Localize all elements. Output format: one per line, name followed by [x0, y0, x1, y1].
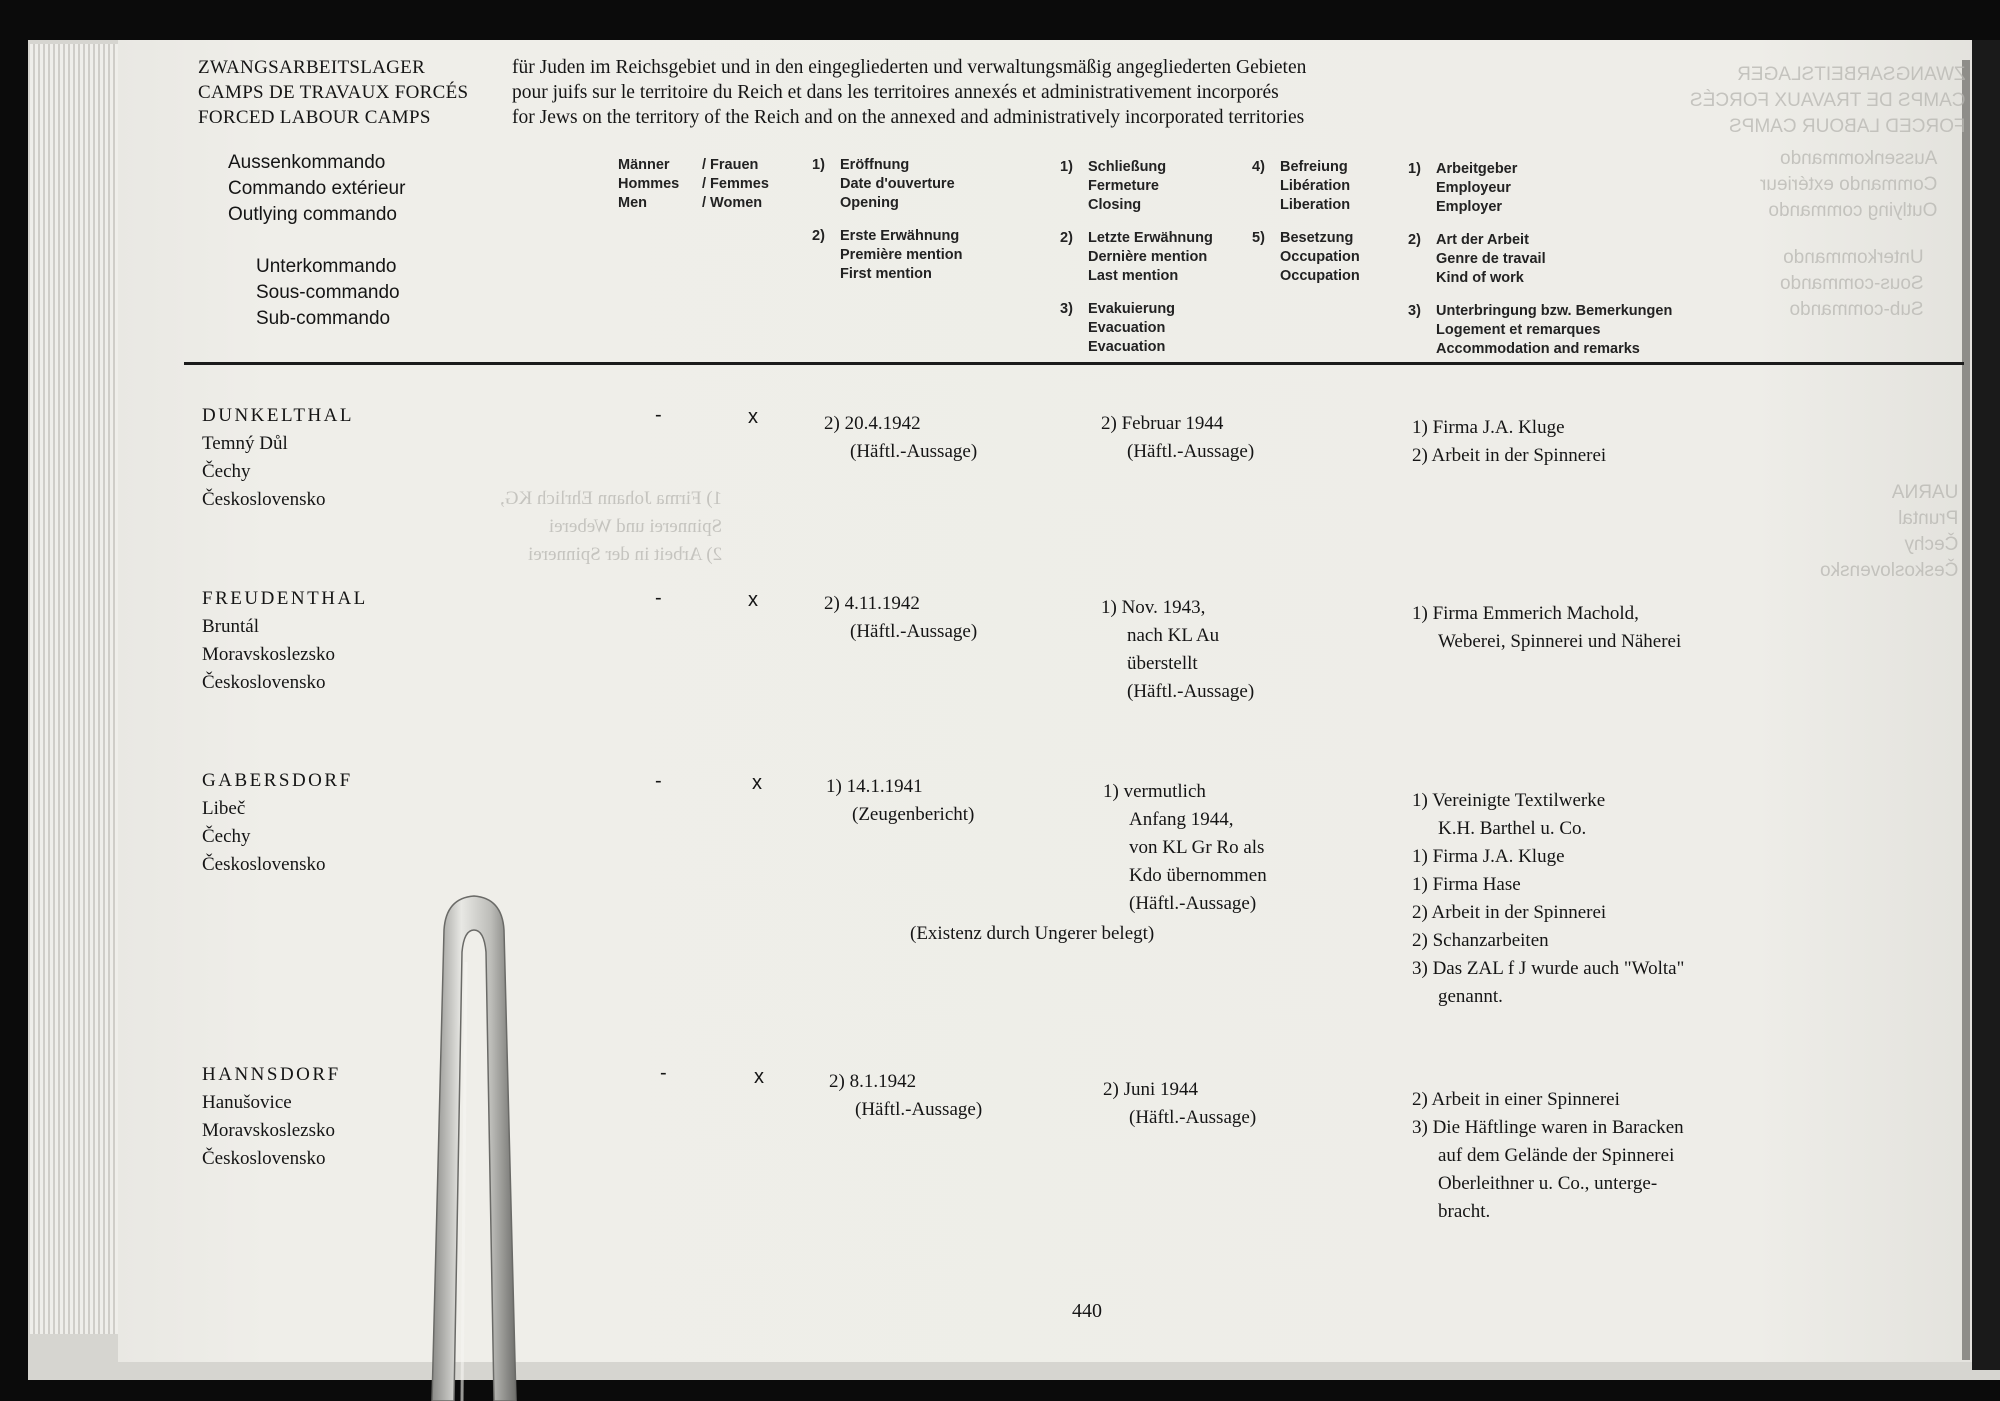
closing-de: Schließung — [1088, 159, 1167, 175]
description-en: for Jews on the territory of the Reich and on the annexed and administratively incorporated territories — [512, 107, 1305, 128]
entry-gabersdorf-remarks — [1412, 787, 1684, 1011]
last-mention-en: Last mention — [1088, 268, 1179, 284]
last-mention-fr: Dernière mention — [1088, 249, 1208, 265]
remark-line: 1) Firma Emmerich Machold, — [1412, 603, 1639, 624]
remark-line: Oberleithner u. Co., unterge- — [1438, 1173, 1658, 1194]
place-region: Čechy — [202, 826, 251, 847]
header-divider — [184, 362, 1964, 365]
place-country: Československo — [202, 1148, 326, 1169]
closing-date: 1) vermutlich — [1103, 781, 1206, 802]
place-town: Bruntál — [202, 616, 259, 637]
remark-line: Weberei, Spinnerei und Näherei — [1438, 631, 1682, 652]
accommodation-de: Unterbringung bzw. Bemerkungen — [1436, 303, 1673, 319]
remark-line: genannt. — [1438, 986, 1503, 1007]
remark-line: 1) Firma J.A. Kluge — [1412, 846, 1565, 867]
scan-border — [1972, 40, 2000, 1370]
occupation-number: 5) — [1252, 230, 1265, 246]
men-mark: - — [660, 1062, 667, 1084]
men-mark: - — [655, 404, 662, 426]
occupation-en: Occupation — [1280, 268, 1360, 284]
work-kind-fr: Genre de travail — [1436, 251, 1546, 267]
entry-hannsdorf-location — [202, 1061, 341, 1173]
opening-date: 2) 20.4.1942 — [824, 413, 921, 434]
employer-fr: Employeur — [1436, 180, 1511, 196]
opening-source: (Zeugenbericht) — [852, 804, 975, 825]
accommodation-fr: Logement et remarques — [1436, 322, 1601, 338]
women-fr: / Femmes — [702, 176, 769, 192]
entry-gabersdorf-closing — [1103, 778, 1267, 918]
closing-en: Closing — [1088, 197, 1142, 213]
liberation-de: Befreiung — [1280, 159, 1348, 175]
bleed-through-commando: Aussenkommando Commando extérieur Outlying commando — [1760, 148, 1938, 221]
remark-line: 2) Arbeit in der Spinnerei — [1412, 445, 1607, 466]
description-fr: pour juifs sur le territoire du Reich et dans les territoires annexés et administrativement incorporés — [512, 82, 1279, 103]
occupation-fr: Occupation — [1280, 249, 1360, 265]
entry-dunkelthal-closing — [1101, 410, 1254, 466]
opening-date: 2) 4.11.1942 — [824, 593, 920, 614]
outlying-commando-legend — [228, 150, 405, 228]
opening-column-header — [812, 156, 963, 284]
accommodation-number: 3) — [1408, 303, 1421, 319]
book-page-edges — [30, 44, 125, 1334]
sub-de: Unterkommando — [256, 256, 397, 277]
last-mention-number: 2) — [1060, 230, 1073, 246]
women-mark: x — [752, 772, 762, 794]
entry-dunkelthal-opening — [824, 410, 977, 466]
entry-hannsdorf-remarks — [1412, 1086, 1684, 1226]
liberation-en: Liberation — [1280, 197, 1351, 213]
entry-dunkelthal-remarks — [1412, 414, 1606, 470]
bleed-through-remarks: 1) Firma Johann Ehrlich KG, Spinnerei und Weberei 2) Arbeit in der Spinnerei — [500, 488, 723, 565]
remark-line: 2) Arbeit in der Spinnerei — [1412, 902, 1607, 923]
outlying-de: Aussenkommando — [228, 152, 386, 173]
remark-line: 3) Das ZAL f J wurde auch "Wolta" — [1412, 958, 1685, 979]
closing-source: (Häftl.-Aussage) — [1129, 893, 1257, 914]
work-kind-number: 2) — [1408, 232, 1421, 248]
place-town: Hanušovice — [202, 1092, 292, 1113]
opening-fr: Date d'ouverture — [840, 176, 955, 192]
employer-column-header — [1408, 160, 1672, 359]
place-region: Moravskoslezsko — [202, 644, 335, 665]
men-mark: - — [655, 770, 662, 792]
camp-name: HANNSDORF — [202, 1064, 341, 1085]
closing-source: (Häftl.-Aussage) — [1127, 441, 1255, 462]
liberation-number: 4) — [1252, 159, 1265, 175]
first-mention-number: 2) — [812, 228, 825, 244]
opening-date: 1) 14.1.1941 — [826, 776, 923, 797]
closing-number: 1) — [1060, 159, 1073, 175]
title-fr: CAMPS DE TRAVAUX FORCÉS — [198, 82, 469, 103]
tweezers-icon — [410, 892, 538, 1401]
bleed-through-header: ZWANGSARBEITSLAGER CAMPS DE TRAVAUX FORCÉS FORCED LABOUR CAMPS — [1690, 64, 1966, 137]
remark-line: 1) Firma Hase — [1412, 874, 1521, 895]
entry-freudenthal-remarks — [1412, 600, 1681, 656]
employer-number: 1) — [1408, 161, 1421, 177]
work-kind-de: Art der Arbeit — [1436, 232, 1529, 248]
closing-date: 2) Februar 1944 — [1101, 413, 1224, 434]
entry-gabersdorf-location — [202, 767, 353, 879]
outlying-en: Outlying commando — [228, 204, 397, 225]
entry-freudenthal-opening — [824, 590, 977, 646]
book-page — [118, 40, 1980, 1362]
first-mention-de: Erste Erwähnung — [840, 228, 960, 244]
entry-gabersdorf-note: (Existenz durch Ungerer belegt) — [910, 923, 1155, 944]
liberation-fr: Libération — [1280, 178, 1351, 194]
entry-freudenthal-location — [202, 585, 368, 697]
sub-en: Sub-commando — [256, 308, 391, 329]
opening-source: (Häftl.-Aussage) — [855, 1099, 983, 1120]
outlying-fr: Commando extérieur — [228, 178, 406, 199]
camp-name: DUNKELTHAL — [202, 405, 355, 426]
liberation-column-header — [1252, 158, 1360, 286]
last-mention-de: Letzte Erwähnung — [1088, 230, 1213, 246]
page-gutter — [1962, 60, 1970, 1360]
entry-dunkelthal-location — [202, 402, 354, 514]
women-mark: x — [748, 589, 758, 611]
remark-line: 1) Firma J.A. Kluge — [1412, 417, 1565, 438]
closing-date: 1) Nov. 1943, — [1101, 597, 1206, 618]
place-country: Československo — [202, 672, 326, 693]
place-town: Libeč — [202, 798, 246, 819]
employer-en: Employer — [1436, 199, 1503, 215]
men-fr: Hommes — [618, 176, 680, 192]
remark-line: bracht. — [1438, 1201, 1491, 1222]
entry-gabersdorf-opening — [826, 773, 974, 829]
evacuation-number: 3) — [1060, 301, 1073, 317]
title-de: ZWANGSARBEITSLAGER — [198, 57, 426, 78]
document-title — [198, 55, 468, 130]
men-mark: - — [655, 587, 662, 609]
remark-line: auf dem Gelände der Spinnerei — [1438, 1145, 1675, 1166]
men-de: Männer — [618, 157, 670, 173]
document-description — [512, 55, 1306, 130]
remark-line: K.H. Barthel u. Co. — [1438, 818, 1587, 839]
opening-de: Eröffnung — [840, 157, 910, 173]
first-mention-en: First mention — [840, 266, 932, 282]
bleed-through-sub: Unterkommando Sous-commando Sub-commando — [1780, 247, 1924, 320]
men-en: Men — [618, 195, 647, 211]
employer-de: Arbeitgeber — [1436, 161, 1518, 177]
gender-column-header — [618, 156, 769, 213]
entry-hannsdorf-closing — [1103, 1076, 1256, 1132]
place-country: Československo — [202, 854, 326, 875]
women-mark: x — [748, 406, 758, 428]
opening-date: 2) 8.1.1942 — [829, 1071, 917, 1092]
description-de: für Juden im Reichsgebiet und in den eingegliederten und verwaltungsmäßig angegliederten Gebieten — [512, 57, 1307, 78]
closing-source: (Häftl.-Aussage) — [1127, 681, 1255, 702]
closing-detail: überstellt — [1127, 653, 1198, 674]
first-mention-fr: Première mention — [840, 247, 963, 263]
sub-fr: Sous-commando — [256, 282, 400, 303]
entry-hannsdorf-opening — [829, 1068, 982, 1124]
accommodation-en: Accommodation and remarks — [1436, 341, 1640, 357]
closing-detail: Anfang 1944, — [1129, 809, 1234, 830]
sub-commando-legend — [256, 254, 400, 332]
remark-line: 2) Schanzarbeiten — [1412, 930, 1549, 951]
closing-source: (Häftl.-Aussage) — [1129, 1107, 1257, 1128]
title-en: FORCED LABOUR CAMPS — [198, 107, 431, 128]
place-region: Čechy — [202, 461, 251, 482]
remark-line: 1) Vereinigte Textilwerke — [1412, 790, 1606, 811]
occupation-de: Besetzung — [1280, 230, 1354, 246]
place-town: Temný Důl — [202, 433, 288, 454]
remark-line: 3) Die Häftlinge waren in Baracken — [1412, 1117, 1684, 1138]
camp-name: GABERSDORF — [202, 770, 353, 791]
women-en: / Women — [702, 195, 763, 211]
work-kind-en: Kind of work — [1436, 270, 1524, 286]
closing-detail: von KL Gr Ro als — [1129, 837, 1265, 858]
closing-detail: Kdo übernommen — [1129, 865, 1267, 886]
place-region: Moravskoslezsko — [202, 1120, 335, 1141]
closing-date: 2) Juni 1944 — [1103, 1079, 1198, 1100]
evacuation-de: Evakuierung — [1088, 301, 1176, 317]
women-mark: x — [754, 1066, 764, 1088]
closing-detail: nach KL Au — [1127, 625, 1220, 646]
page-number: 440 — [1072, 1300, 1102, 1322]
closing-fr: Fermeture — [1088, 178, 1159, 194]
evacuation-fr: Evacuation — [1088, 320, 1166, 336]
entry-freudenthal-closing — [1101, 594, 1254, 706]
opening-source: (Häftl.-Aussage) — [850, 621, 978, 642]
closing-column-header — [1060, 158, 1213, 357]
opening-source: (Häftl.-Aussage) — [850, 441, 978, 462]
place-country: Československo — [202, 489, 326, 510]
remark-line: 2) Arbeit in einer Spinnerei — [1412, 1089, 1620, 1110]
camp-name: FREUDENTHAL — [202, 588, 368, 609]
women-de: / Frauen — [702, 157, 759, 173]
opening-number: 1) — [812, 157, 825, 173]
bleed-through-entry: UARNA Pruntal Čechy Československo — [1820, 482, 1959, 581]
evacuation-en: Evacuation — [1088, 339, 1166, 355]
opening-en: Opening — [840, 195, 899, 211]
